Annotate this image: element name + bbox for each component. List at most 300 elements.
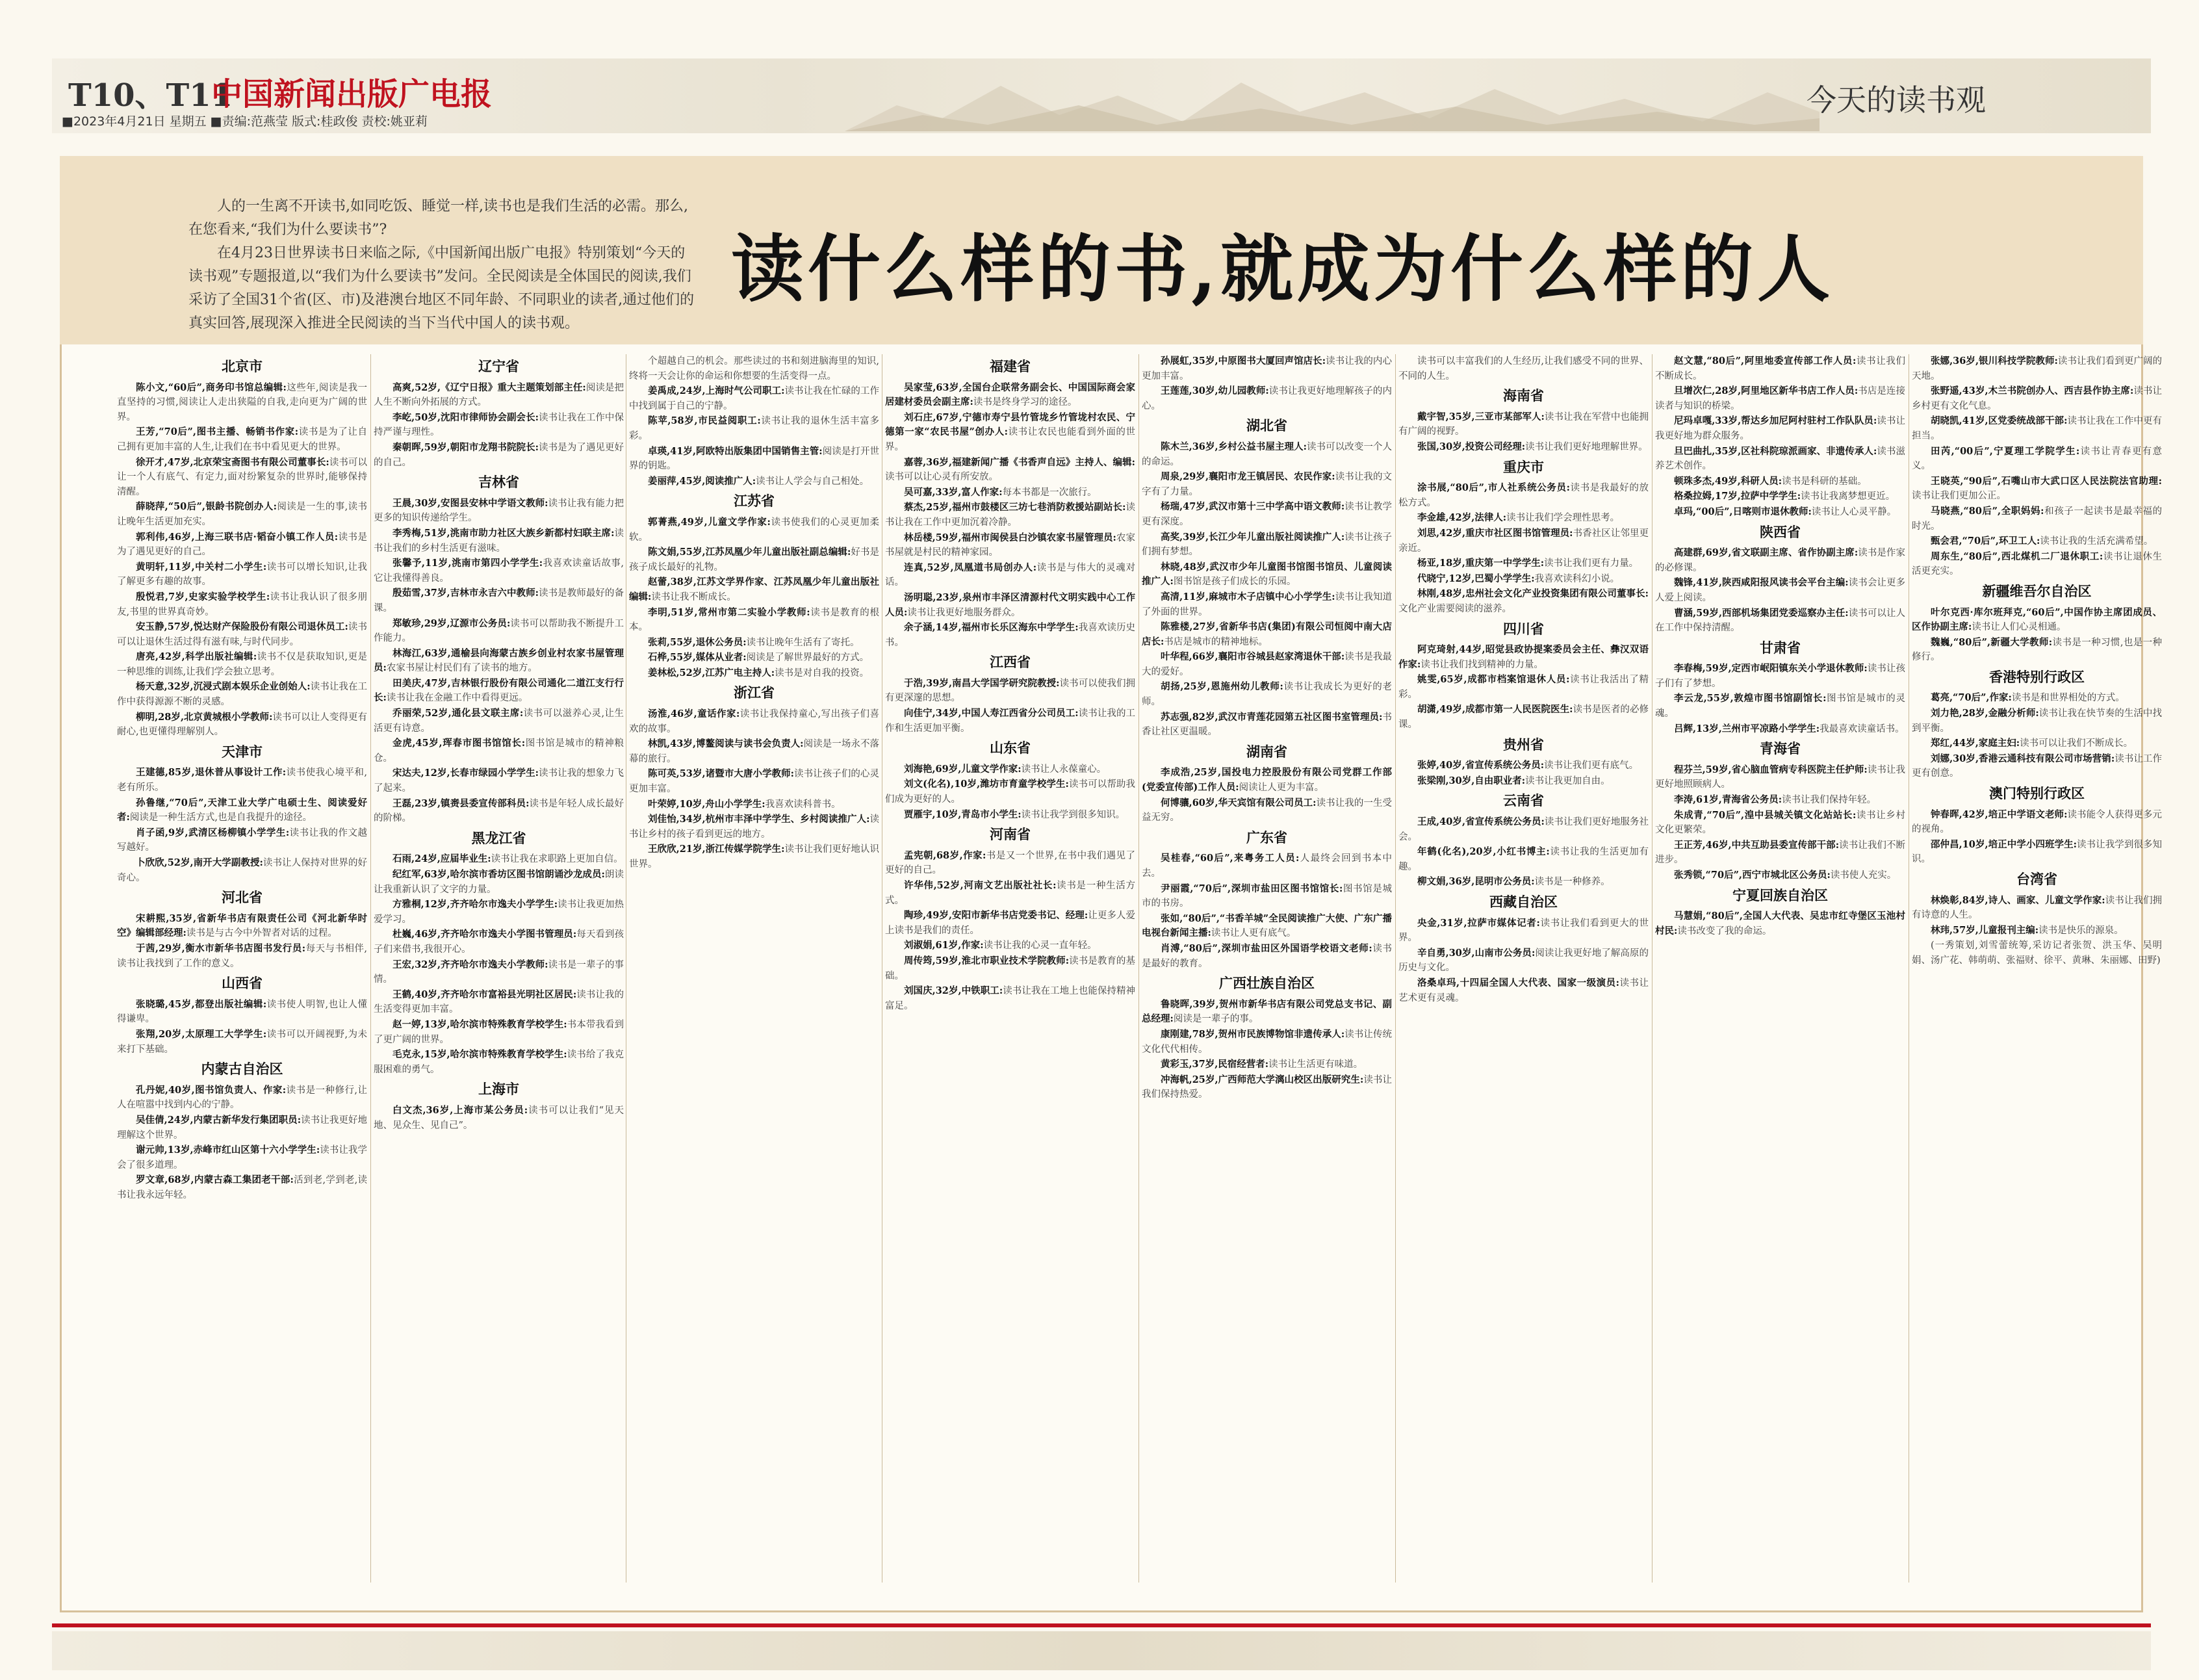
interviewee-name: 胡扬,25岁,恩施州幼儿教师: bbox=[1161, 681, 1283, 693]
interviewee-quote: 读书让乡村的孩子看到更远的地方。 bbox=[629, 814, 879, 840]
interviewee-quote: 读书让我保持童心,写出孩子们喜欢的故事。 bbox=[629, 709, 879, 734]
interviewee-entry bbox=[1398, 354, 1649, 383]
interviewee-entry bbox=[117, 710, 367, 740]
interviewee-entry bbox=[1398, 643, 1649, 672]
interviewee-entry bbox=[885, 808, 1135, 823]
interviewee-quote: 读书是与伟大的灵魂对话。 bbox=[885, 562, 1135, 588]
interviewee-quote: 读书让我们更加公正。 bbox=[1912, 491, 2006, 502]
interviewee-entry bbox=[1142, 354, 1392, 383]
interviewee-quote: 读书让我认识了很多朋友,书里的世界真奇妙。 bbox=[117, 591, 367, 617]
interviewee-quote: 读书让人心灵平静。 bbox=[1811, 506, 1897, 517]
interviewee-quote: 读书让孩子们有了梦想。 bbox=[1655, 664, 1905, 689]
interviewee-quote: 读书让我更加热爱学习。 bbox=[374, 899, 624, 925]
interviewee-entry bbox=[1398, 845, 1649, 874]
interviewee-name: 孟宪朝,68岁,作家: bbox=[904, 849, 986, 861]
interviewee-name: 年鹤(化名),20岁,小红书博主: bbox=[1417, 846, 1550, 858]
interviewee-entry bbox=[374, 736, 624, 766]
interviewee-entry bbox=[1655, 838, 1905, 868]
interviewee-name: 柳明,28岁,北京黄城根小学教师: bbox=[136, 711, 273, 723]
region-heading: 北京市 bbox=[222, 359, 263, 374]
interviewee-entry bbox=[885, 531, 1135, 560]
column-title: 今天的读书观 bbox=[1807, 83, 1986, 118]
region-heading: 宁夏回族自治区 bbox=[1732, 887, 1828, 903]
interviewee-name: 王磊,23岁,镇赉县委宣传部科员: bbox=[392, 797, 530, 809]
interviewee-quote: 读书能令人获得更多元的视角。 bbox=[1912, 809, 2162, 835]
interviewee-quote: 读书让我们更好地认识世界。 bbox=[629, 844, 879, 870]
interviewee-quote: 读书让我活出了精彩。 bbox=[1398, 675, 1649, 700]
interviewee-quote: 读书使人充实。 bbox=[1830, 870, 1897, 881]
interviewee-quote: 读书是我最大的爱好。 bbox=[1142, 652, 1392, 677]
interviewee-quote: 读书让我在忙碌的工作中找到属于自己的宁静。 bbox=[629, 386, 879, 411]
interviewee-quote: 读书是一辈子的事情。 bbox=[374, 959, 624, 985]
interviewee-quote: 我喜欢读童话故事,它让我懂得善良。 bbox=[374, 558, 624, 584]
interviewee-name: 涂书展,“80后”,市人社系统公务员: bbox=[1417, 482, 1571, 494]
interviewee-quote: 读书让我学会了很多道理。 bbox=[117, 1145, 367, 1170]
interviewee-name: 王芳,“70后”,图书主播、畅销书作家: bbox=[136, 426, 299, 438]
region-heading: 黑龙江省 bbox=[471, 830, 526, 846]
interviewee-name: 朱成青,“70后”,湟中县城关镇文化站站长: bbox=[1674, 809, 1857, 821]
interviewee-entry bbox=[374, 1104, 624, 1133]
interviewee-entry bbox=[1655, 763, 1905, 792]
interviewee-name: 刘佳怡,34岁,杭州市丰泽中学学生、乡村阅读推广人: bbox=[648, 814, 870, 825]
interviewee-entry bbox=[629, 606, 879, 635]
interviewee-quote: 读书让我在工地上也能保持精神富足。 bbox=[885, 986, 1135, 1011]
interviewee-name: 高清,11岁,麻城市木子店镇中心小学学生: bbox=[1161, 591, 1335, 602]
interviewee-entry bbox=[885, 411, 1135, 455]
interviewee-entry bbox=[629, 666, 879, 681]
interviewee-name: 康刚建,78岁,贺州市民族博物馆非遗传承人: bbox=[1161, 1028, 1345, 1040]
interviewee-quote: 图书馆是孩子们成长的乐园。 bbox=[1173, 576, 1296, 588]
interviewee-name: 杨亚,18岁,重庆第一中学学生: bbox=[1417, 558, 1545, 569]
interviewee-quote: 读书是为了让自己拥有更加丰富的人生,让我们在书中看见更大的世界。 bbox=[117, 427, 367, 452]
interviewee-quote: 阅读让人更为丰富。 bbox=[1239, 782, 1324, 794]
interviewee-name: 黄彩玉,37岁,民宿经营者: bbox=[1161, 1059, 1269, 1070]
interviewee-name: 刘国庆,32岁,中铁职工: bbox=[904, 985, 1003, 997]
interviewee-name: 林晓,48岁,武汉市少年儿童图书馆图书馆员、儿童阅读推广人: bbox=[1142, 561, 1392, 588]
interviewee-entry bbox=[1142, 560, 1392, 589]
interviewee-quote: 和孩子一起读书是最幸福的时光。 bbox=[1912, 506, 2162, 532]
interviewee-quote: 活到老,学到老,读书让我永远年轻。 bbox=[117, 1175, 367, 1200]
interviewee-entry bbox=[117, 1027, 367, 1057]
interviewee-entry bbox=[885, 706, 1135, 736]
interviewee-name: 鲁晓晖,39岁,贺州市新华书店有限公司党总支书记、副总经理: bbox=[1142, 998, 1392, 1025]
interviewee-name: 谢元帅,13岁,赤峰市红山区第十六小学学生: bbox=[136, 1144, 320, 1156]
interviewee-name: 纪红军,63岁,哈尔滨市香坊区图书馆朗诵沙龙成员: bbox=[392, 869, 605, 880]
interviewee-entry bbox=[117, 560, 367, 589]
interviewee-quote: 读书可以让我们“见天地、见众生、见自己”。 bbox=[374, 1105, 624, 1131]
interviewee-name: 杜巍,46岁,齐齐哈尔市逸夫小学图书管理员: bbox=[392, 929, 577, 940]
interviewee-entry bbox=[1912, 706, 2162, 736]
interviewee-name: 苏志强,82岁,武汉市青莲花园第五社区图书室管理员: bbox=[1161, 711, 1383, 723]
interviewee-entry bbox=[374, 898, 624, 927]
interviewee-name: 刘力艳,28岁,金融分析师: bbox=[1931, 708, 2039, 719]
interviewee-quote: 读书让我更加自由。 bbox=[1525, 775, 1610, 786]
interviewee-entry bbox=[1912, 924, 2162, 938]
interviewee-name: 甄会君,“70后”,环卫工人: bbox=[1931, 536, 2040, 547]
interviewee-quote: 读书让我的作文越写越好。 bbox=[117, 827, 367, 853]
interviewee-quote: 读书让我们学会理性思考。 bbox=[1506, 513, 1620, 524]
text-column-7 bbox=[1655, 354, 1905, 1589]
interviewee-entry bbox=[1912, 938, 2162, 968]
interviewee-name: 央金,31岁,拉萨市媒体记者: bbox=[1417, 917, 1540, 929]
text-column-6 bbox=[1398, 354, 1649, 1589]
interviewee-quote: 读书让我的心灵一直年轻。 bbox=[983, 940, 1097, 951]
interviewee-entry bbox=[885, 984, 1135, 1013]
interviewee-entry bbox=[117, 1083, 367, 1113]
interviewee-quote: 读书可以让退休生活过得有滋有味,与时代同步。 bbox=[117, 622, 367, 647]
interviewee-quote: 读书让我在工作中保持严谨与理性。 bbox=[374, 412, 624, 438]
interviewee-quote: 读书可以让人在工作中保持清醒。 bbox=[1655, 608, 1905, 634]
interviewee-quote: 书香让社区更温暖。 bbox=[1142, 712, 1392, 738]
interviewee-entry bbox=[1142, 882, 1392, 911]
interviewee-entry bbox=[1912, 445, 2162, 474]
region-heading: 四川省 bbox=[1503, 621, 1544, 637]
intro-paragraph: 在4月23日世界读书日来临之际,《中国新闻出版广电报》特别策划“今天的读书观”专题报道,以“我们为什么要读书”发问。全民阅读是全体国民的阅读,我们采访了全国31个省(区、市)及港澳台地区不同年龄、不同职业的读者,通过他们的真实回答,展现深入推进全民阅读的当下当代中国人的读书观。 bbox=[188, 245, 695, 331]
interviewee-entry bbox=[1398, 916, 1649, 946]
interviewee-quote: 读书让我在工作中更加沉着冷静。 bbox=[885, 502, 1135, 528]
interviewee-name: 姚雯,65岁,成都市档案馆退休人员: bbox=[1417, 674, 1570, 686]
region-heading: 香港特别行政区 bbox=[1989, 669, 2085, 685]
interviewee-quote: 读书让我们不断进步。 bbox=[1655, 840, 1905, 866]
interviewee-entry bbox=[374, 1048, 624, 1077]
interviewee-entry bbox=[1142, 942, 1392, 971]
interviewee-name: 刘海艳,69岁,儿童文学作家: bbox=[904, 763, 1022, 775]
interviewee-entry bbox=[1912, 474, 2162, 504]
interviewee-name: 方雅桐,12岁,齐齐哈尔市逸夫小学学生: bbox=[392, 899, 558, 911]
interviewee-entry bbox=[1655, 445, 1905, 474]
interviewee-entry bbox=[629, 354, 879, 383]
interviewee-quote: 读书让我更好地理解孩子的内心。 bbox=[1142, 386, 1392, 411]
interviewee-name: 吴佳倩,24岁,内蒙古新华发行集团职员: bbox=[136, 1114, 302, 1126]
interviewee-name: 王成,40岁,省宣传系统公务员: bbox=[1417, 816, 1545, 828]
text-column-2 bbox=[374, 354, 624, 1589]
interviewee-entry bbox=[885, 381, 1135, 410]
interviewee-name: 张如,“80后”,“书香羊城”全民阅读推广大使、广东广播电视台新闻主播: bbox=[1142, 912, 1392, 939]
interviewee-entry bbox=[1655, 505, 1905, 520]
interviewee-name: 李春梅,59岁,定西市岷阳镇东关小学退休教师: bbox=[1674, 663, 1868, 675]
interviewee-quote: 读书是快乐的源泉。 bbox=[2038, 925, 2124, 936]
interviewee-entry bbox=[374, 497, 624, 526]
page-number: T10、T11 bbox=[68, 77, 233, 114]
interviewee-entry bbox=[117, 942, 367, 971]
region-heading: 甘肃省 bbox=[1760, 640, 1801, 656]
column-divider bbox=[370, 354, 371, 1583]
interviewee-quote: 书香社区让邻里更亲近。 bbox=[1398, 528, 1649, 554]
interviewee-name: 白文杰,36岁,上海市某公务员: bbox=[392, 1104, 528, 1116]
interviewee-name: 田芮,“00后”,宁夏理工学院学生: bbox=[1931, 445, 2080, 457]
interviewee-entry bbox=[1912, 354, 2162, 383]
interviewee-entry bbox=[885, 849, 1135, 878]
interviewee-name: 卓玛,“00后”,日喀则市退休教师: bbox=[1674, 506, 1812, 517]
interviewee-name: 嘉蓉,36岁,福建新闻广播《书香声自远》主持人、编辑: bbox=[904, 456, 1135, 468]
interviewee-quote: 读书让我在工作中更有担当。 bbox=[1912, 416, 2162, 441]
region-heading: 河南省 bbox=[990, 827, 1031, 843]
interviewee-quote: 读书可以使我们拥有更深邃的思想。 bbox=[885, 678, 1135, 704]
region-heading: 河北省 bbox=[222, 890, 263, 906]
text-column-5 bbox=[1142, 354, 1392, 1589]
interviewee-name: 孔丹妮,40岁,图书馆负责人、作家: bbox=[136, 1084, 287, 1096]
interviewee-entry bbox=[374, 927, 624, 957]
interviewee-name: 林刚,48岁,忠州社会文化产业投资集团有限公司董事长: bbox=[1417, 588, 1649, 600]
interviewee-quote: 读书让我学到很多知识。 bbox=[1021, 809, 1125, 820]
interviewee-entry bbox=[885, 500, 1135, 530]
interviewee-entry bbox=[629, 767, 879, 796]
interviewee-quote: 读书是为了遇见更好的自己。 bbox=[374, 442, 624, 468]
interviewee-entry bbox=[1655, 909, 1905, 938]
interviewee-name: 姜丽萍,45岁,阅读推广人: bbox=[648, 475, 756, 487]
interviewee-entry bbox=[1655, 662, 1905, 691]
interviewee-quote: 书店是连接读者与知识的桥梁。 bbox=[1655, 386, 1905, 411]
interviewee-quote: 读书让我在工作中获得源源不断的灵感。 bbox=[117, 682, 367, 708]
interviewee-quote: 每天与书相伴,读书让我找到了工作的意义。 bbox=[117, 943, 367, 969]
interviewee-quote: 读书是教育的根本。 bbox=[629, 607, 879, 633]
interviewee-name: 张翔,20岁,太原理工大学学生: bbox=[136, 1028, 267, 1040]
interviewee-entry bbox=[1142, 650, 1392, 679]
interviewee-name: 戴宇智,35岁,三亚市某部军人: bbox=[1417, 411, 1545, 422]
interviewee-quote: 读书让我的想象力飞了起来。 bbox=[374, 768, 624, 794]
interviewee-entry bbox=[374, 647, 624, 676]
interviewee-name: 胡潇,49岁,成都市第一人民医院医生: bbox=[1417, 704, 1573, 716]
interviewee-name: 孙展虹,35岁,中原图书大厦回声馆店长: bbox=[1161, 355, 1326, 367]
interviewee-quote: 读书让我的文字有了力量。 bbox=[1142, 472, 1392, 497]
interviewee-entry bbox=[1912, 894, 2162, 923]
interviewee-entry bbox=[885, 938, 1135, 953]
interviewee-name: 辛自勇,30岁,山南市公务员: bbox=[1417, 947, 1536, 959]
interviewee-entry bbox=[1398, 758, 1649, 773]
interviewee-quote: 读书让我的内心更加丰富。 bbox=[1142, 356, 1392, 381]
interviewee-name: 张国,30岁,投资公司经理: bbox=[1417, 441, 1526, 452]
interviewee-quote: 好书是孩子成长最好的礼物。 bbox=[629, 547, 879, 573]
interviewee-name: 肖子函,9岁,武清区杨柳镇小学学生: bbox=[136, 827, 290, 838]
interviewee-entry bbox=[629, 384, 879, 413]
interviewee-quote: 文化产业需要阅读的滋养。 bbox=[1398, 603, 1511, 614]
interviewee-entry bbox=[117, 590, 367, 619]
interviewee-entry bbox=[117, 766, 367, 795]
interviewee-entry bbox=[374, 988, 624, 1017]
interviewee-quote: 阅读是打开世界的钥匙。 bbox=[629, 446, 879, 472]
interviewee-name: 王晨,30岁,安图县安林中学语文教师: bbox=[392, 497, 548, 509]
interviewee-quote: 我最喜欢读童话书。 bbox=[1820, 723, 1905, 734]
interviewee-name: 张野遥,43岁,木兰书院创办人、西吉县作协主席: bbox=[1931, 385, 2134, 397]
interviewee-entry bbox=[629, 737, 879, 766]
interviewee-name: 李秀梅,51岁,洮南市助力社区大族乡新都村妇联主席: bbox=[392, 527, 615, 539]
interviewee-quote: 阅读是了解世界最好的方式。 bbox=[746, 653, 869, 664]
interviewee-quote: 读书可以改变一个人的命运。 bbox=[1142, 441, 1392, 467]
interviewee-name: 刘思,42岁,重庆市社区图书馆管理员: bbox=[1417, 527, 1573, 539]
interviewee-quote: 书店是城市的精神地标。 bbox=[1164, 636, 1268, 647]
interviewee-name: 石雨,24岁,应届毕业生: bbox=[392, 853, 491, 865]
interviewee-quote: 读书让退休生活更充实。 bbox=[1912, 551, 2162, 577]
interviewee-quote: 读书使我心境平和,老有所乐。 bbox=[117, 768, 367, 794]
interviewee-quote: 读书让我不断成长。 bbox=[651, 591, 736, 602]
interviewee-quote: 读书让人保持对世界的好奇心。 bbox=[117, 858, 367, 883]
interviewee-quote: 读书是最好的教育。 bbox=[1142, 943, 1392, 969]
interviewee-quote: 读书让我的生活变得更加丰富。 bbox=[374, 989, 624, 1015]
interviewee-quote: 读书让人学会与自己相处。 bbox=[756, 476, 869, 487]
interviewee-entry bbox=[629, 651, 879, 666]
region-heading: 云南省 bbox=[1503, 793, 1544, 809]
text-column-3 bbox=[629, 354, 879, 1589]
region-heading: 吉林省 bbox=[478, 474, 519, 491]
interviewee-entry bbox=[885, 909, 1135, 938]
interviewee-name: 吴桂春,“60后”,来粤务工人员: bbox=[1161, 853, 1300, 864]
interviewee-entry bbox=[374, 441, 624, 470]
interviewee-entry bbox=[374, 706, 624, 736]
interviewee-entry bbox=[117, 650, 367, 679]
interviewee-name: 郑敏珍,29岁,辽源市公务员: bbox=[392, 617, 511, 629]
interviewee-entry bbox=[117, 620, 367, 649]
interviewee-name: 洛桑卓玛,十四届全国人大代表、国家一级演员: bbox=[1417, 977, 1619, 989]
interviewee-entry bbox=[374, 797, 624, 826]
interviewee-quote: 读书让工作更有创意。 bbox=[1912, 753, 2162, 779]
interviewee-quote: 读书是和世界相处的方式。 bbox=[2011, 693, 2125, 704]
interviewee-quote: 我喜欢读科普书。 bbox=[765, 799, 841, 810]
interviewee-name: 郑红,44岁,家庭主妇: bbox=[1931, 738, 2020, 749]
interviewee-quote: 农家书屋让村民们有了读书的地方。 bbox=[386, 663, 537, 674]
interviewee-entry bbox=[1142, 530, 1392, 560]
interviewee-quote: 读书让农民也能看到外面的世界。 bbox=[885, 427, 1135, 452]
interviewee-quote: 读书可以让人变得更有耐心,也更懂得理解别人。 bbox=[117, 712, 367, 738]
interviewee-entry bbox=[1398, 556, 1649, 571]
interviewee-name: 吴家莹,63岁,全国台企联常务副会长、中国国际商会家居建材委员会副主席: bbox=[885, 381, 1135, 408]
interviewee-quote: 读书让我在快节奏的生活中找到平衡。 bbox=[1912, 708, 2162, 734]
interviewee-name: 毛克永,15岁,哈尔滨市特殊教育学校学生: bbox=[392, 1049, 567, 1061]
interviewee-quote: 读书让我们更有底气。 bbox=[1544, 760, 1639, 771]
region-heading: 浙江省 bbox=[734, 685, 775, 701]
interviewee-entry bbox=[629, 797, 879, 812]
interviewee-quote: 读书可以丰富我们的人生经历,让我们感受不同的世界、不同的人生。 bbox=[1398, 356, 1649, 381]
interviewee-entry bbox=[117, 530, 367, 560]
interviewee-name: 尹丽霞,“70后”,深圳市盐田区图书馆馆长: bbox=[1161, 883, 1343, 894]
interviewee-quote: 读书让乡村更有文化气息。 bbox=[1912, 386, 2162, 411]
text-column-1 bbox=[117, 354, 367, 1589]
interviewee-entry bbox=[629, 575, 879, 604]
interviewee-name: 魏锋,41岁,陕西咸阳报风读书会平台主编: bbox=[1674, 577, 1849, 589]
interviewee-quote: 读书让我成长为更好的老师。 bbox=[1142, 682, 1392, 708]
interviewee-quote: 图书馆是城市的灵魂。 bbox=[1655, 693, 1905, 719]
region-heading: 新疆维吾尔自治区 bbox=[1982, 583, 2092, 599]
interviewee-name: 叶华程,66岁,襄阳市谷城县赵家湾退休干部: bbox=[1161, 651, 1345, 663]
region-heading: 内蒙古自治区 bbox=[201, 1061, 283, 1078]
interviewee-quote: 读书可以增长知识,让我了解更多有趣的故事。 bbox=[117, 562, 367, 588]
interviewee-quote: 读书让人永葆童心。 bbox=[1021, 764, 1107, 775]
interviewee-quote: 读书让我们保持热爱。 bbox=[1142, 1074, 1392, 1100]
interviewee-quote: 读书让我更好地服务群众。 bbox=[907, 607, 1021, 618]
interviewee-name: 林海江,63岁,通榆县向海蒙古族乡创业村农家书屋管理员: bbox=[374, 647, 624, 674]
interviewee-entry bbox=[885, 777, 1135, 807]
interviewee-name: 余子涵,14岁,福州市长乐区海东中学学生: bbox=[904, 622, 1079, 634]
interviewee-quote: 读书是一种习惯,也是一种修行。 bbox=[1912, 637, 2162, 663]
region-heading: 福建省 bbox=[990, 359, 1031, 374]
interviewee-entry bbox=[1912, 606, 2162, 635]
interviewee-entry bbox=[1655, 722, 1905, 737]
region-heading: 陕西省 bbox=[1760, 524, 1801, 540]
interviewee-entry bbox=[629, 842, 879, 872]
interviewee-name: 陈木兰,36岁,乡村公益书屋主理人: bbox=[1161, 441, 1307, 452]
region-heading: 江苏省 bbox=[734, 493, 775, 510]
interviewee-entry bbox=[374, 586, 624, 615]
interviewee-entry bbox=[374, 766, 624, 795]
interviewee-entry bbox=[885, 677, 1135, 706]
interviewee-entry bbox=[117, 1173, 367, 1202]
interviewee-name: 田美庆,47岁,吉林银行股份有限公司通化二道江支行行长: bbox=[374, 677, 624, 704]
interviewee-quote: 读书让我们拥有诗意的人生。 bbox=[1912, 895, 2162, 921]
interviewee-entry bbox=[1398, 815, 1649, 844]
interviewee-entry bbox=[1655, 606, 1905, 636]
interviewee-name: 黄明轩,11岁,中关村二小学生: bbox=[136, 561, 267, 573]
intro-text bbox=[188, 195, 695, 335]
interviewee-name: 程芬兰,59岁,省心脑血管病专科医院主任护师: bbox=[1674, 764, 1868, 775]
interviewee-entry bbox=[1142, 851, 1392, 881]
interviewee-name: 卜欣欣,52岁,南开大学副教授: bbox=[136, 857, 263, 868]
interviewee-name: 殷悦君,7岁,史家实验学校学生: bbox=[136, 591, 270, 602]
region-heading: 海南省 bbox=[1503, 388, 1544, 404]
interviewee-entry bbox=[1655, 808, 1905, 838]
interviewee-entry bbox=[1142, 998, 1392, 1027]
region-heading: 广西壮族自治区 bbox=[1219, 976, 1315, 992]
interviewee-name: 罗文章,68岁,内蒙古森工集团老干部: bbox=[136, 1174, 294, 1186]
interviewee-name: 李云龙,55岁,敦煌市图书馆副馆长: bbox=[1674, 693, 1827, 704]
interviewee-quote: 让更多人爱上读书是我们的责任。 bbox=[885, 911, 1135, 936]
interviewee-entry bbox=[629, 707, 879, 736]
interviewee-entry bbox=[1142, 1057, 1392, 1072]
interviewee-entry bbox=[629, 445, 879, 474]
interviewee-name: 于浩,39岁,南昌大学国学研究院教授: bbox=[904, 677, 1060, 689]
interviewee-name: 秦朝晖,59岁,朝阳市龙翔书院院长: bbox=[392, 441, 539, 453]
column-divider bbox=[1395, 354, 1396, 1583]
interviewee-quote: 读书是我最好的放松方式。 bbox=[1398, 483, 1649, 508]
interviewee-entry bbox=[1398, 946, 1649, 976]
interviewee-entry bbox=[885, 561, 1135, 590]
interviewee-name: 薛晓萍,“50后”,银龄书院创办人: bbox=[136, 501, 277, 513]
interviewee-entry bbox=[1655, 474, 1905, 489]
interviewee-quote: 读书是科研的基础。 bbox=[1782, 476, 1867, 487]
interviewee-name: 林凯,43岁,博鳌阅读与读书会负责人: bbox=[648, 738, 804, 750]
interviewee-entry bbox=[1142, 620, 1392, 649]
interviewee-entry bbox=[885, 485, 1135, 500]
interviewee-quote: 读书是教师最好的备课。 bbox=[374, 588, 624, 614]
interviewee-name: 殷茹雪,37岁,吉林市永吉六中教师: bbox=[392, 588, 539, 599]
interviewee-entry bbox=[117, 456, 367, 500]
interviewee-name: 顿珠多杰,49岁,科研人员: bbox=[1674, 475, 1782, 487]
region-heading: 澳门特别行政区 bbox=[1989, 786, 2085, 802]
interviewee-quote: 阅读是一辈子的事。 bbox=[1173, 1014, 1259, 1025]
interviewee-name: 李明,51岁,常州市第二实验小学教师: bbox=[648, 606, 810, 618]
interviewee-entry bbox=[629, 474, 879, 489]
interviewee-name: 于茜,29岁,衡水市新华书店图书发行员: bbox=[136, 942, 306, 954]
intro-paragraph: 人的一生离不开读书,如同吃饭、睡觉一样,读书也是我们生活的必需。那么,在您看来,“我们为什么要读书”? bbox=[188, 198, 688, 238]
interviewee-quote: 读书让我们保持年轻。 bbox=[1782, 795, 1877, 806]
interviewee-name: 马慧娟,“80后”,全国人大代表、吴忠市红寺堡区玉池村村民: bbox=[1655, 911, 1905, 937]
bottom-band bbox=[52, 1631, 2151, 1670]
interviewee-entry bbox=[1398, 440, 1649, 455]
interviewee-name: 姜林松,52岁,江苏广电主持人: bbox=[648, 667, 775, 678]
interviewee-name: 乔丽荣,52岁,通化县文联主席: bbox=[392, 708, 524, 719]
interviewee-quote: 读书让我更好地为群众服务。 bbox=[1655, 416, 1905, 441]
interviewee-entry bbox=[1142, 912, 1392, 941]
interviewee-quote: 读书使人明智,也让人懂得谦卑。 bbox=[117, 999, 367, 1025]
interviewee-quote: 读书让生活更有味道。 bbox=[1268, 1059, 1363, 1070]
interviewee-name: 张梁刚,30岁,自由职业者: bbox=[1417, 775, 1526, 786]
interviewee-name: 陈文娟,55岁,江苏凤凰少年儿童出版社副总编辑: bbox=[648, 547, 851, 558]
interviewee-quote: 读书让人更有底气。 bbox=[1211, 928, 1296, 939]
interviewee-entry bbox=[1142, 384, 1392, 413]
interviewee-name: 叶荣婷,10岁,舟山小学学生: bbox=[648, 798, 765, 810]
interviewee-quote: 读书让我们看到更广阔的天地。 bbox=[1912, 356, 2162, 381]
interviewee-entry bbox=[1142, 1073, 1392, 1102]
interviewee-quote: 读书可以让一个人有底气、有定力,面对纷繁复杂的世界时,能够保持清醒。 bbox=[117, 457, 367, 497]
interviewee-entry bbox=[374, 411, 624, 440]
